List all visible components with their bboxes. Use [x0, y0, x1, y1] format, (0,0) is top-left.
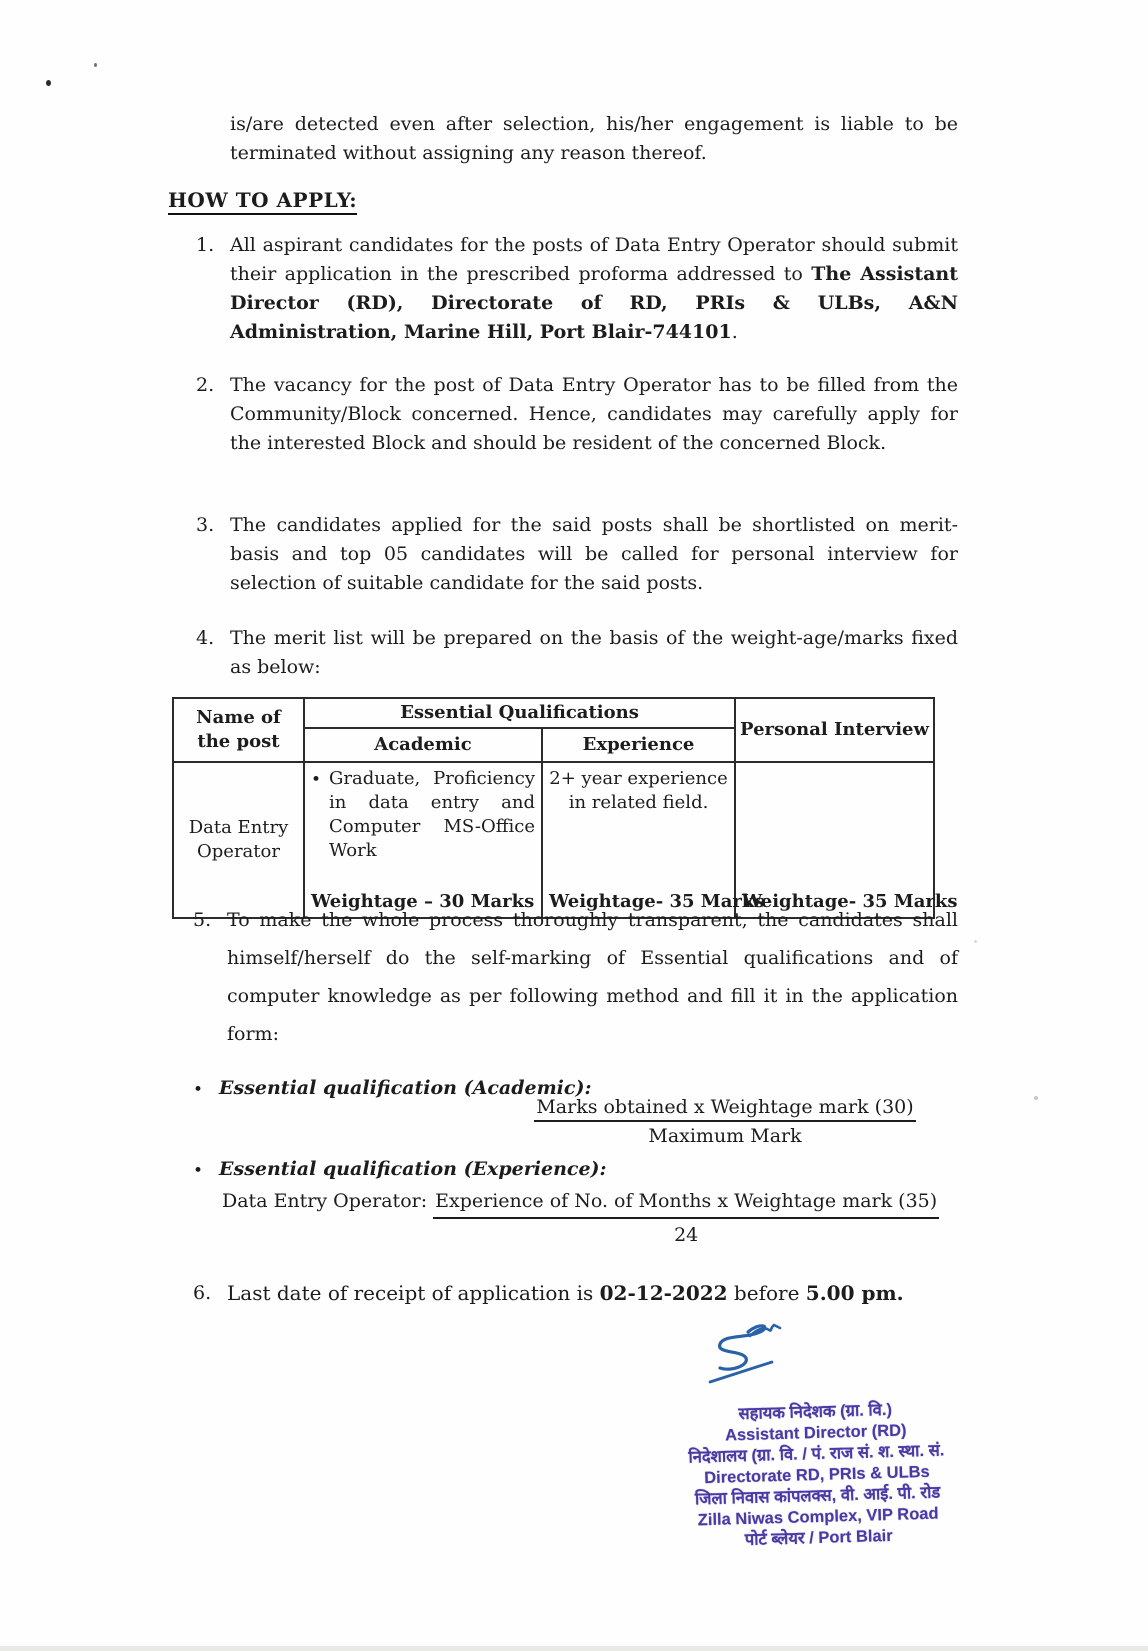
item-text [230, 231, 958, 347]
experience-formula [222, 1188, 962, 1249]
item6-middle: before [727, 1281, 806, 1305]
scan-speck [46, 80, 51, 86]
table-cell-experience [542, 762, 765, 918]
last-time-value: 5.00 pm. [805, 1281, 904, 1305]
how-to-apply-heading: HOW TO APPLY: [168, 188, 357, 215]
weightage-experience: Weightage- 35 Marks [549, 891, 765, 912]
academic-formula-denominator: Maximum Mark [648, 1125, 802, 1147]
list-item-3 [196, 511, 958, 598]
item-text: The merit list will be prepared on the basis of the weight-age/marks fixed as below: [230, 627, 958, 678]
weightage-interview: Weightage- 35 Marks [742, 891, 958, 912]
item-number: 3. [196, 514, 215, 536]
experience-formula-denominator: 24 [674, 1224, 699, 1246]
weightage-academic: Weightage – 30 Marks [311, 891, 535, 912]
table-cell-academic [304, 762, 542, 918]
stamp-line-place: पोर्ट ब्लेयर / Port Blair [744, 1526, 893, 1550]
bullet-icon: • [193, 1161, 204, 1181]
table-header-post: Name of the post [173, 698, 304, 762]
item-text: To make the whole process thoroughly transparent, the candidates shall himself/herself do the self-marking of Essential qualifications and of computer knowledge as per following method and fill it in the application form: [227, 909, 958, 1045]
bullet-icon: • [193, 1080, 204, 1100]
item-number: 6. [193, 1282, 212, 1304]
experience-qualification-text: 2+ year experience in related field. [549, 768, 728, 813]
stamp-line-directorate: Directorate RD, PRIs & ULBs [703, 1462, 930, 1488]
list-item-4 [196, 624, 958, 682]
item-text [227, 1279, 958, 1308]
qualification-table [172, 697, 958, 919]
experience-formula-numerator: Experience of No. of Months x Weightage mark (35) [433, 1188, 939, 1219]
table-header-personal-interview: Personal Interview [735, 698, 934, 762]
scan-speck [1034, 1096, 1038, 1100]
academic-marking-label: Essential qualification (Academic): [219, 1077, 592, 1099]
table-cell-interview [735, 762, 958, 918]
scan-edge-bar [0, 1646, 1148, 1651]
table-cell-post: Data Entry Operator [173, 762, 304, 918]
experience-marking-bullet [193, 1158, 607, 1184]
stamp-line-hindi-address: जिला निवास कांपलक्स, वी. आई. पी. रोड [694, 1483, 941, 1509]
list-item-1 [196, 231, 958, 347]
table-subheader-experience: Experience [542, 728, 735, 762]
item-text: The candidates applied for the said posts shall be shortlisted on merit-basis and top 05 candidates will be called for personal interview for selection of suitable candidate for the said posts. [230, 514, 958, 594]
signature [690, 1318, 800, 1396]
stamp-line-address: Zilla Niwas Complex, VIP Road [697, 1504, 939, 1530]
item-number: 2. [196, 374, 215, 396]
item-number: 4. [196, 627, 215, 649]
experience-marking-label: Essential qualification (Experience): [219, 1158, 607, 1180]
scan-speck [94, 63, 97, 67]
item-number: 1. [196, 234, 215, 256]
intro-paragraph: is/are detected even after selection, his/her engagement is liable to be terminated without assigning any reason thereof. [230, 113, 958, 164]
academic-qualification-text: Graduate, Proficiency in data entry and Computer MS-Office Work [329, 768, 535, 861]
academic-formula-numerator: Marks obtained x Weightage mark (30) [534, 1096, 915, 1122]
bullet-icon: • [311, 770, 322, 790]
item1-normal-text: All aspirant candidates for the posts of Data Entry Operator should submit their application in the prescribed proforma addressed to [230, 234, 958, 285]
last-date-value: 02-12-2022 [599, 1281, 728, 1305]
table-subheader-academic: Academic [304, 728, 542, 762]
item1-suffix: . [731, 321, 738, 343]
scan-speck [974, 940, 977, 943]
academic-formula [520, 1096, 930, 1147]
list-item-6 [193, 1279, 958, 1308]
item-number: 5. [193, 909, 212, 931]
stamp-block [580, 1395, 1054, 1555]
experience-formula-prefix: Data Entry Operator: [222, 1190, 434, 1212]
list-item-2 [196, 371, 958, 458]
stamp-line-designation: Assistant Director (RD) [724, 1421, 907, 1445]
item6-prefix: Last date of receipt of application is [227, 1281, 600, 1305]
item-text: The vacancy for the post of Data Entry Operator has to be filled from the Community/Block concerned. Hence, candidates may carefully apply for the interested Block and should be resident of the concerned Block. [230, 374, 958, 454]
table-header-essential-qualifications: Essential Qualifications [304, 698, 735, 728]
list-item-5 [193, 901, 958, 1053]
stamp-line-hindi-designation: सहायक निदेशक (ग्रा. वि.) [738, 1400, 893, 1424]
stamp-line-hindi-directorate: निदेशालय (ग्रा. वि. / पं. राज सं. श. स्था. सं. [688, 1441, 945, 1467]
qualification-table-wrapper [172, 697, 958, 919]
item1-bold-address: The Assistant Director (RD), Directorate of RD, PRIs & ULBs, A&N Administration, Marine Hill, Port Blair-744101 [230, 263, 958, 343]
